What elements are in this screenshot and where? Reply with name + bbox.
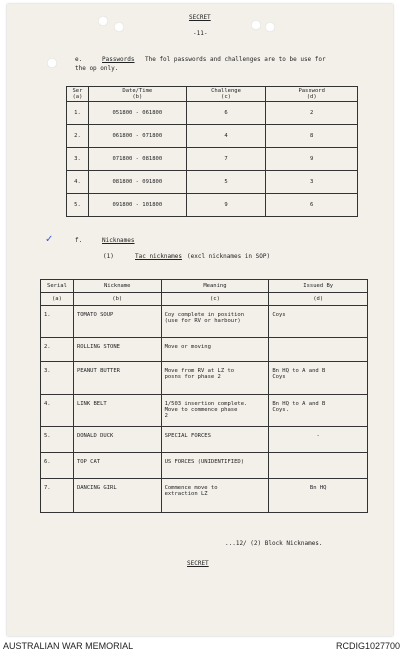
table-row (67, 194, 358, 217)
cell-line: Coys. (272, 407, 289, 413)
table-cell: 2. (41, 338, 74, 362)
table-cell: 6 (186, 102, 266, 125)
table-cell: 071800 - 081800 (88, 148, 186, 171)
punch-hole (114, 22, 124, 32)
table-cell (161, 395, 269, 427)
table-cell (269, 306, 368, 338)
section-f-letter: f. (75, 237, 83, 244)
cell-line: Bn HQ to A and B (272, 401, 326, 407)
table-cell: DONALD DUCK (73, 427, 161, 453)
cell-line: Move or moving (164, 344, 211, 350)
cell-line: US FORCES (UNIDENTIFIED) (164, 459, 245, 465)
cell-line: Move from RV at LZ to (164, 368, 235, 374)
table-cell (269, 395, 368, 427)
column-header: Password (d) (266, 87, 358, 102)
section-f-heading: Nicknames (102, 237, 135, 244)
subsection-heading: Tac nicknames (135, 253, 182, 260)
cell-line: Bn HQ to A and B (272, 368, 326, 374)
document-page (7, 4, 393, 636)
table-cell: 7 (186, 148, 266, 171)
table-cell: 051800 - 061800 (88, 102, 186, 125)
table-row (67, 125, 358, 148)
table-cell: 8 (266, 125, 358, 148)
table-cell: 091800 - 101800 (88, 194, 186, 217)
table-row (41, 427, 368, 453)
passwords-table (66, 86, 358, 217)
table-row (41, 306, 368, 338)
table-subheader-row (41, 293, 368, 306)
table-row (41, 395, 368, 427)
column-header: Ser (a) (67, 87, 89, 102)
table-cell: TOMATO SOUP (73, 306, 161, 338)
table-header-row (41, 280, 368, 293)
table-cell: 2. (67, 125, 89, 148)
table-row (41, 362, 368, 395)
table-row (67, 171, 358, 194)
table-row (41, 338, 368, 362)
cell-line: extraction LZ (164, 491, 208, 497)
table-cell (269, 427, 368, 453)
column-header: Challenge (c) (186, 87, 266, 102)
column-subheader: (c) (161, 293, 269, 306)
cell-line: SPECIAL FORCES (164, 433, 211, 439)
cell-line: Coys (272, 312, 286, 318)
table-cell: 4. (67, 171, 89, 194)
table-cell: 3 (266, 171, 358, 194)
table-cell: TOP CAT (73, 453, 161, 479)
table-cell (269, 453, 368, 479)
subsection-number: (1) (103, 253, 114, 260)
continuation-note: ...12/ (2) Block Nicknames. (225, 540, 323, 547)
table-cell (269, 479, 368, 513)
classification-footer: SECRET (187, 560, 209, 567)
table-cell: 3. (67, 148, 89, 171)
cell-line: Commence move to (164, 485, 218, 491)
table-cell: 6 (266, 194, 358, 217)
cell-line: - (316, 433, 320, 439)
cell-line: Bn HQ (309, 485, 327, 491)
table-cell (161, 338, 269, 362)
table-cell: DANCING GIRL (73, 479, 161, 513)
cell-line: 2 (164, 413, 168, 419)
table-cell (161, 362, 269, 395)
table-cell: 4. (41, 395, 74, 427)
table-row (67, 148, 358, 171)
table-cell (161, 453, 269, 479)
table-cell: 5. (41, 427, 74, 453)
table-cell: ROLLING STONE (73, 338, 161, 362)
cell-line: Coys (272, 374, 286, 380)
table-cell: 6. (41, 453, 74, 479)
archive-footer (0, 638, 403, 654)
section-e-text-2: the op only. (75, 65, 119, 72)
table-row (67, 102, 358, 125)
punch-hole (47, 58, 57, 68)
column-header: Date/Time (b) (88, 87, 186, 102)
cell-line: 1/503 insertion complete. (164, 401, 248, 407)
column-subheader: (b) (73, 293, 161, 306)
table-cell: 061800 - 071800 (88, 125, 186, 148)
table-cell: PEANUT BUTTER (73, 362, 161, 395)
table-cell: 081800 - 091800 (88, 171, 186, 194)
table-cell: 5 (186, 171, 266, 194)
table-cell: 4 (186, 125, 266, 148)
table-cell: 2 (266, 102, 358, 125)
table-cell: 9 (266, 148, 358, 171)
table-header-row (67, 87, 358, 102)
table-cell (161, 479, 269, 513)
table-cell (269, 338, 368, 362)
table-cell: 5. (67, 194, 89, 217)
table-cell (161, 427, 269, 453)
checkmark-icon: ✓ (45, 234, 54, 245)
cell-line: (use for RV or harbour) (164, 318, 241, 324)
archive-reference: RCDIG1027700 (335, 641, 400, 651)
column-header: Nickname (73, 280, 161, 293)
column-header: Serial (41, 280, 74, 293)
punch-hole (251, 20, 261, 30)
table-row (41, 453, 368, 479)
table-cell: 9 (186, 194, 266, 217)
table-cell: LINK BELT (73, 395, 161, 427)
subsection-text: (excl nicknames in SOP) (187, 253, 271, 260)
table-row (41, 479, 368, 513)
column-header: Meaning (161, 280, 269, 293)
cell-line: Move to commence phase (164, 407, 238, 413)
table-cell (269, 362, 368, 395)
table-cell: 7. (41, 479, 74, 513)
section-e-text: The fol passwords and challenges are to be use for (145, 56, 326, 63)
punch-hole (265, 22, 275, 32)
table-cell: 1. (67, 102, 89, 125)
table-cell (161, 306, 269, 338)
table-cell: 3. (41, 362, 74, 395)
section-e-heading: Passwords (102, 56, 135, 63)
page-number: -11- (193, 30, 208, 37)
institution-name: AUSTRALIAN WAR MEMORIAL (3, 641, 134, 651)
table-cell: 1. (41, 306, 74, 338)
cell-line: Coy complete in position (164, 312, 245, 318)
column-subheader: (a) (41, 293, 74, 306)
section-e-letter: e. (75, 56, 83, 63)
cell-line: posns for phase 2 (164, 374, 221, 380)
column-header: Issued By (269, 280, 368, 293)
column-subheader: (d) (269, 293, 368, 306)
classification-header: SECRET (189, 14, 211, 21)
punch-hole (98, 16, 108, 26)
nicknames-table (40, 279, 368, 513)
